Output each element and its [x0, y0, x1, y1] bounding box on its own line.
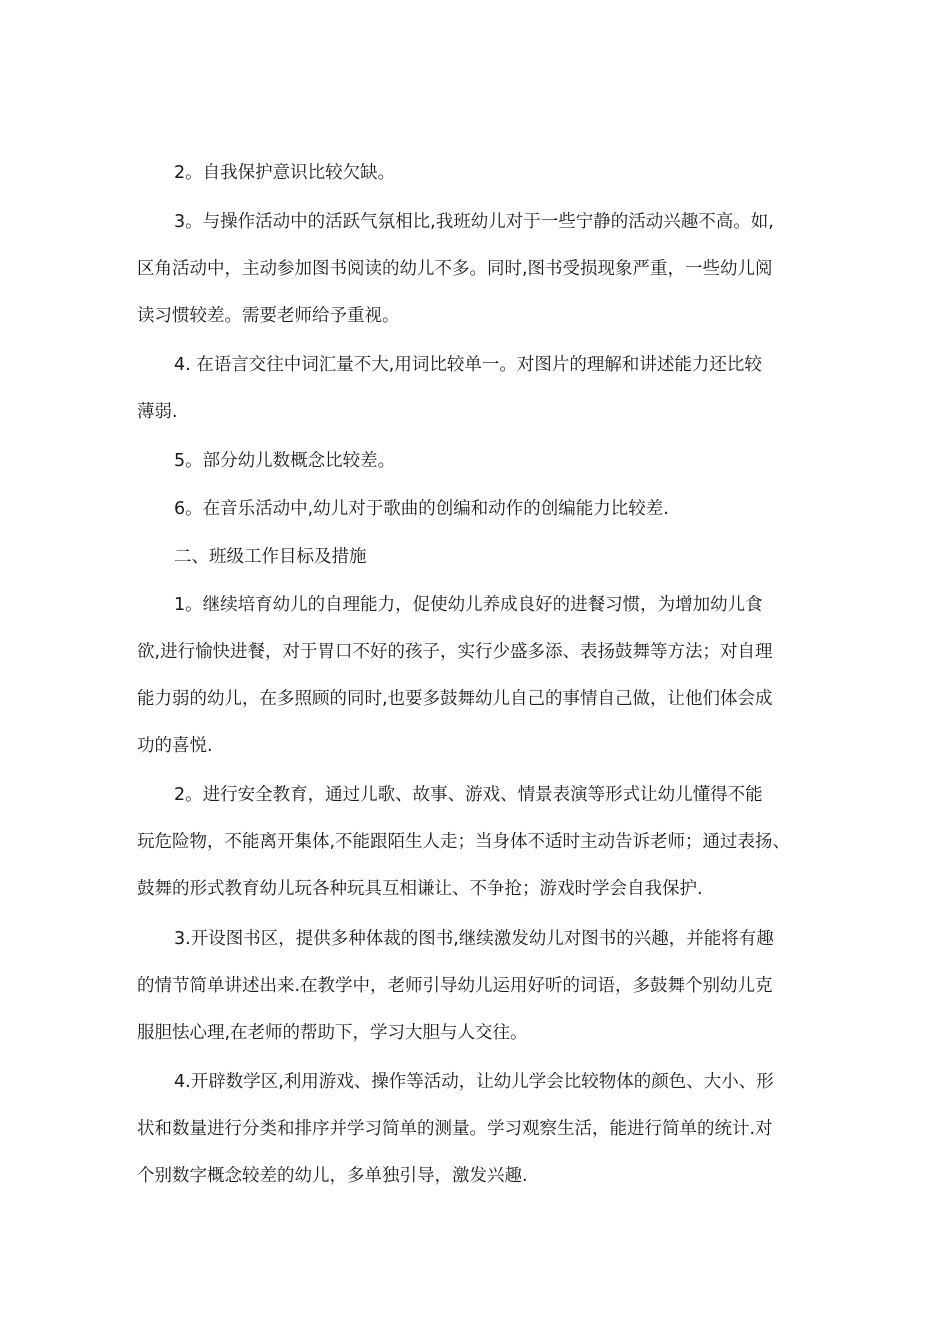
paragraph-goal-4: [137, 1059, 857, 1200]
text-line: 5。部分幼儿数概念比较差。: [174, 451, 396, 471]
paragraph-item-4: [137, 342, 857, 436]
text-line: 读习惯较差。需要老师给予重视。: [137, 306, 400, 326]
text-line: 能力弱的幼儿，在多照顾的同时,也要多鼓舞幼儿自己的事情自己做，让他们体会成: [137, 689, 773, 709]
paragraph-item-3: [137, 199, 857, 340]
text-line: 薄弱.: [137, 402, 178, 422]
text-line: 个别数字概念较差的幼儿，多单独引导，激发兴趣.: [137, 1166, 528, 1186]
text-line: 4.开辟数学区,利用游戏、操作等活动，让幼儿学会比较物体的颜色、大小、形: [174, 1072, 774, 1092]
section-heading: [137, 534, 857, 581]
paragraph-goal-2: [137, 772, 857, 913]
paragraph-item-5: [137, 438, 857, 485]
text-line: 的情节简单讲述出来.在教学中，老师引导幼儿运用好听的词语，多鼓舞个别幼儿克: [137, 976, 773, 996]
text-line: 3。与操作活动中的活跃气氛相比,我班幼儿对于一些宁静的活动兴趣不高。如,: [174, 212, 774, 232]
text-line: 玩危险物，不能离开集体,不能跟陌生人走；当身体不适时主动告诉老师；通过表扬、: [137, 832, 791, 852]
paragraph-item-6: [137, 486, 857, 533]
text-line: 鼓舞的形式教育幼儿玩各种玩具互相谦让、不争抢；游戏时学会自我保护.: [137, 879, 703, 899]
paragraph-item-2: [137, 150, 857, 197]
text-line: 服胆怯心理,在老师的帮助下，学习大胆与人交往。: [137, 1023, 528, 1043]
text-line: 6。在音乐活动中,幼儿对于歌曲的创编和动作的创编能力比较差.: [174, 499, 669, 519]
text-line: 二、班级工作目标及措施: [174, 547, 367, 567]
text-line: 欲,进行愉快进餐，对于胃口不好的孩子，实行少盛多添、表扬鼓舞等方法；对自理: [137, 642, 773, 662]
text-line: 2。进行安全教育，通过儿歌、故事、游戏、情景表演等形式让幼儿懂得不能: [174, 785, 763, 805]
text-line: 功的喜悦.: [137, 736, 213, 756]
paragraph-goal-3: [137, 916, 857, 1057]
paragraph-goal-1: [137, 582, 857, 770]
text-line: 3.开设图书区，提供多种体裁的图书,继续激发幼儿对图书的兴趣，并能将有趣: [174, 929, 774, 949]
text-line: 状和数量进行分类和排序并学习简单的测量。学习观察生活，能进行简单的统计.对: [137, 1119, 773, 1139]
text-line: 1。继续培育幼儿的自理能力，促使幼儿养成良好的进餐习惯，为增加幼儿食: [174, 595, 763, 615]
text-line: 区角活动中，主动参加图书阅读的幼儿不多。同时,图书受损现象严重，一些幼儿阅: [137, 259, 773, 279]
text-line: 4. 在语言交往中词汇量不大,用词比较单一。对图片的理解和讲述能力还比较: [174, 355, 762, 375]
text-line: 2。自我保护意识比较欠缺。: [174, 163, 396, 183]
